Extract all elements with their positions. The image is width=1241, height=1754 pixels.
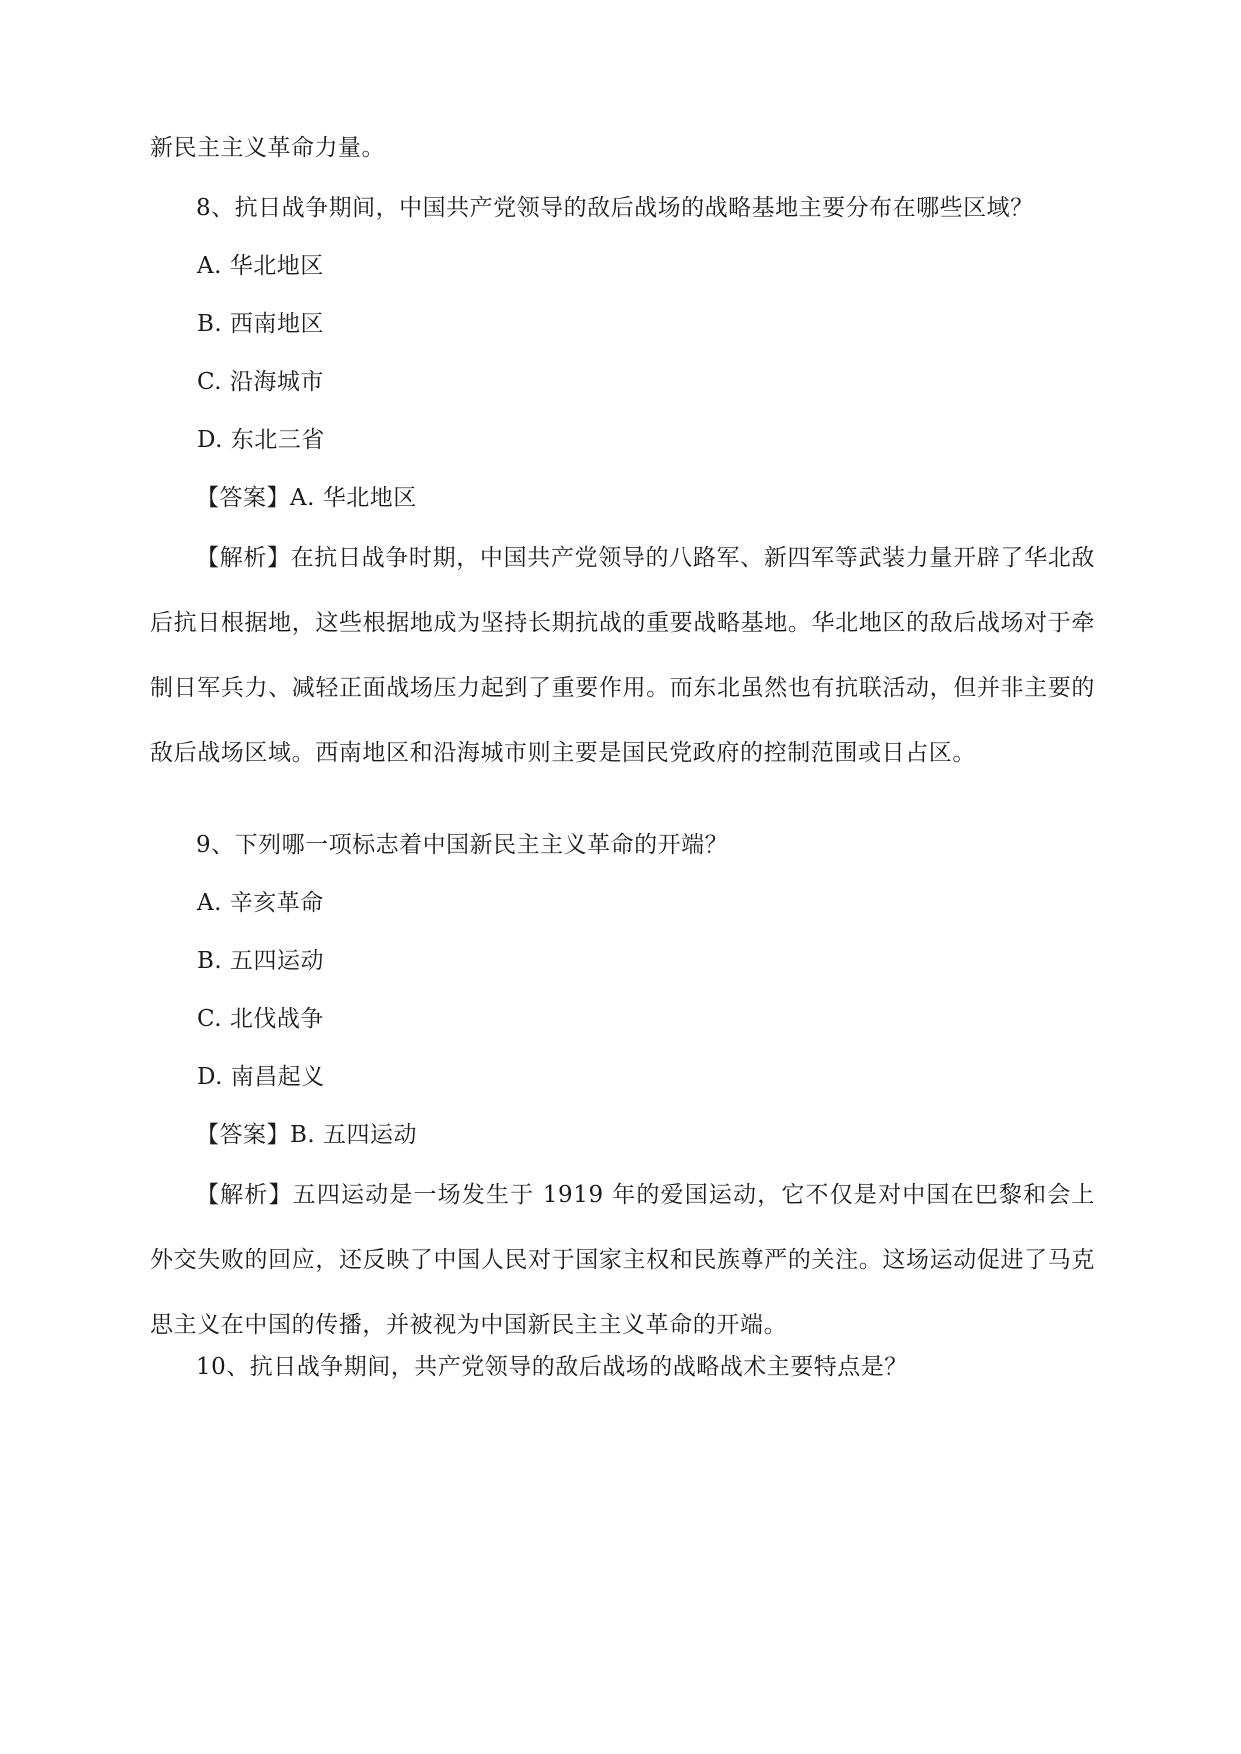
question-8-option-d: D. 东北三省 [197, 427, 325, 453]
question-9-option-b: B. 五四运动 [197, 948, 325, 974]
question-9: 9、下列哪一项标志着中国新民主主义革命的开端？ [196, 832, 729, 858]
question-8-option-a: A. 华北地区 [197, 253, 324, 279]
question-9-answer: 【答案】B. 五四运动 [196, 1122, 418, 1148]
question-9-option-c: C. 北伐战争 [197, 1006, 324, 1032]
question-10: 10、抗日战争期间，共产党领导的敌后战场的战略战术主要特点是？ [196, 1354, 908, 1380]
question-8-explanation: 【解析】在抗日战争时期，中国共产党领导的八路军、新四军等武装力量开辟了华北敌后抗日根据地，这些根据地成为坚持长期抗战的重要战略基地。华北地区的敌后战场对于牵制日军兵力、减轻正面战场压力起到了重要作用。而东北虽然也有抗联活动，但并非主要的敌后战场区域。西南地区和沿海城市则主要是国民党政府的控制范围或日占区。 [150, 545, 1095, 766]
question-9-option-a: A. 辛亥革命 [197, 890, 324, 916]
question-9-explanation: 【解析】五四运动是一场发生于 1919 年的爱国运动，它不仅是对中国在巴黎和会上外交失败的回应，还反映了中国人民对于国家主权和民族尊严的关注。这场运动促进了马克思主义在中国的传播，并被视为中国新民主主义革命的开端。 [150, 1182, 1095, 1338]
question-8-option-b: B. 西南地区 [197, 311, 325, 337]
continued-text-line: 新民主主义革命力量。 [150, 135, 385, 161]
question-8: 8、抗日战争期间，中国共产党领导的敌后战场的战略基地主要分布在哪些区域？ [196, 195, 1034, 221]
question-9-option-d: D. 南昌起义 [197, 1064, 325, 1090]
question-8-answer: 【答案】A. 华北地区 [196, 485, 417, 511]
question-8-option-c: C. 沿海城市 [197, 369, 324, 395]
